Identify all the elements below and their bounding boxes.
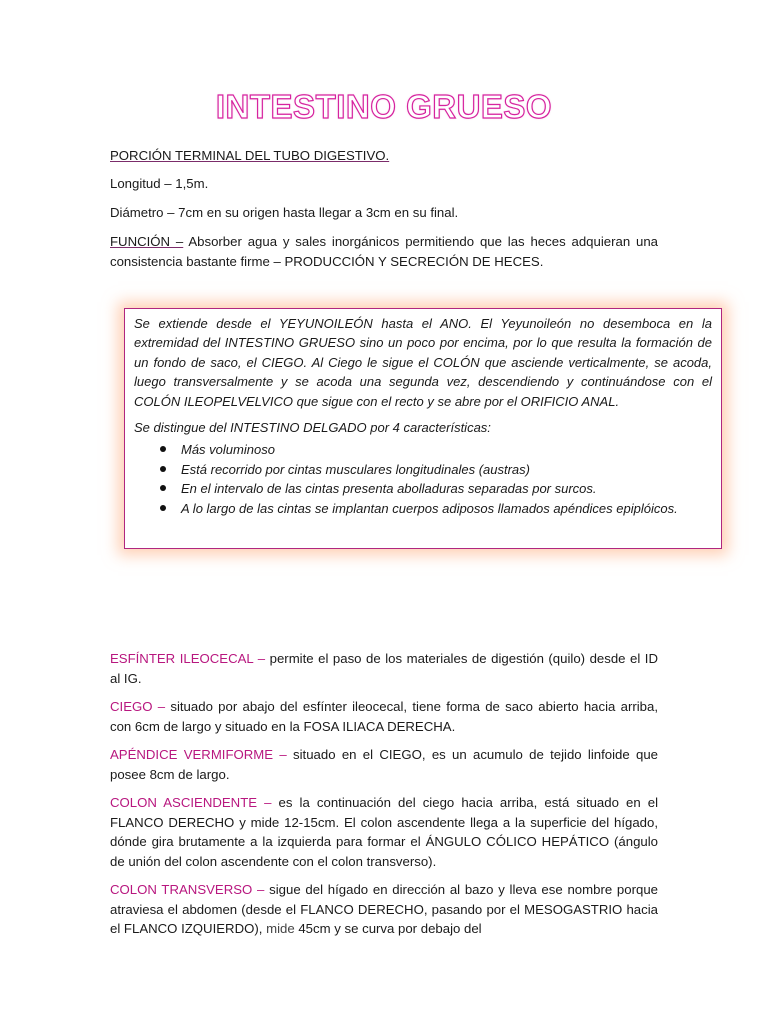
list-item-text: Está recorrido por cintas musculares longitudinales (austras) [181,461,530,477]
funcion-paragraph [110,232,658,271]
funcion-text: Absorber agua y sales inorgánicos permitiendo que las heces adquieran una consistencia bastante firme – PRODUCCIÓN Y SECRECIÓN DE HECES. [110,234,658,269]
section-colon-transverso [110,880,658,939]
characteristics-list [134,440,712,518]
list-item [134,479,712,498]
list-item-text: A lo largo de las cintas se implantan cuerpos adiposos llamados apéndices epiplóicos. [181,500,678,516]
section-text: situado por abajo del esfínter ileocecal, tiene forma de saco abierto hacia arriba, con 6cm de largo y situado en la FOSA ILIACA DERECHA. [110,699,658,734]
list-item-text: Más voluminoso [181,442,275,458]
box-paragraph: Se extiende desde el YEYUNOILEÓN hasta el ANO. El Yeyunoileón no desemboca en la extremidad del INTESTINO GRUESO sino un poco por encima, por lo que resulta la formación de un fondo de saco, el CIEGO. Al Ciego le sigue el COLÓN que asciende verticalmente, se acoda, luego transversalmente y se acoda una segunda vez, descendiendo y continuándose con el COLÓN ILEOPELVELVICO que sigue con el recto y se abre por el ORIFICIO ANAL. [134,316,712,409]
section-text: permite el paso de los materiales de digestión (quilo) desde el ID al IG. [110,651,658,686]
section-label: APÉNDICE VERMIFORME – [110,747,287,762]
intro-heading-text: PORCIÓN TERMINAL DEL TUBO DIGESTIVO. [110,148,390,163]
list-item-text: En el intervalo de las cintas presenta abolladuras separadas por surcos. [181,481,597,497]
list-item [134,440,712,459]
section-esfinter [110,649,658,688]
longitud-line: Longitud – 1,5m. [110,176,209,191]
section-label: COLON ASCIENDENTE – [110,795,272,810]
section-ciego [110,697,658,736]
section-label: COLON TRANSVERSO – [110,882,265,897]
section-apendice [110,745,658,784]
page-title: INTESTINO GRUESO [215,88,553,125]
info-box [124,308,722,549]
section-label: CIEGO – [110,699,166,714]
section-text: sigue del hígado en dirección al bazo y lleva ese nombre porque atraviesa el abdomen (desde el FLANCO DERECHO, pasando por el MESOGASTRIO hacia el FLANCO IZQUIERDO), [110,882,658,936]
list-item [134,460,712,479]
section-label: ESFÍNTER ILEOCECAL – [110,651,266,666]
bullet-icon [160,446,166,452]
bullet-icon [160,485,166,491]
section-colon-ascendente [110,793,658,871]
section-text-mide: mide [266,921,295,936]
section-text: situado en el CIEGO, es un acumulo de tejido linfoide que posee 8cm de largo. [110,747,659,782]
intro-heading [110,146,658,166]
section-text-end: 45cm y se curva por debajo del [294,921,482,936]
section-text: es la continuación del ciego hacia arriba, está situado en el FLANCO DERECHO y mide 12-15cm. El colon ascendente llega a la superficie del hígado, dónde gira brutamente a la izquierda para formar el ÁNGULO CÓLICO HEPÁTICO (ángulo de unión del colon ascendente con el colon transverso). [110,795,659,869]
funcion-label: FUNCIÓN – [110,234,184,249]
list-item [134,499,712,518]
bullet-icon [160,505,166,511]
box-distingue: Se distingue del INTESTINO DELGADO por 4 características: [134,420,491,436]
bullet-icon [160,466,166,472]
diametro-line: Diámetro – 7cm en su origen hasta llegar a 3cm en su final. [110,205,459,220]
